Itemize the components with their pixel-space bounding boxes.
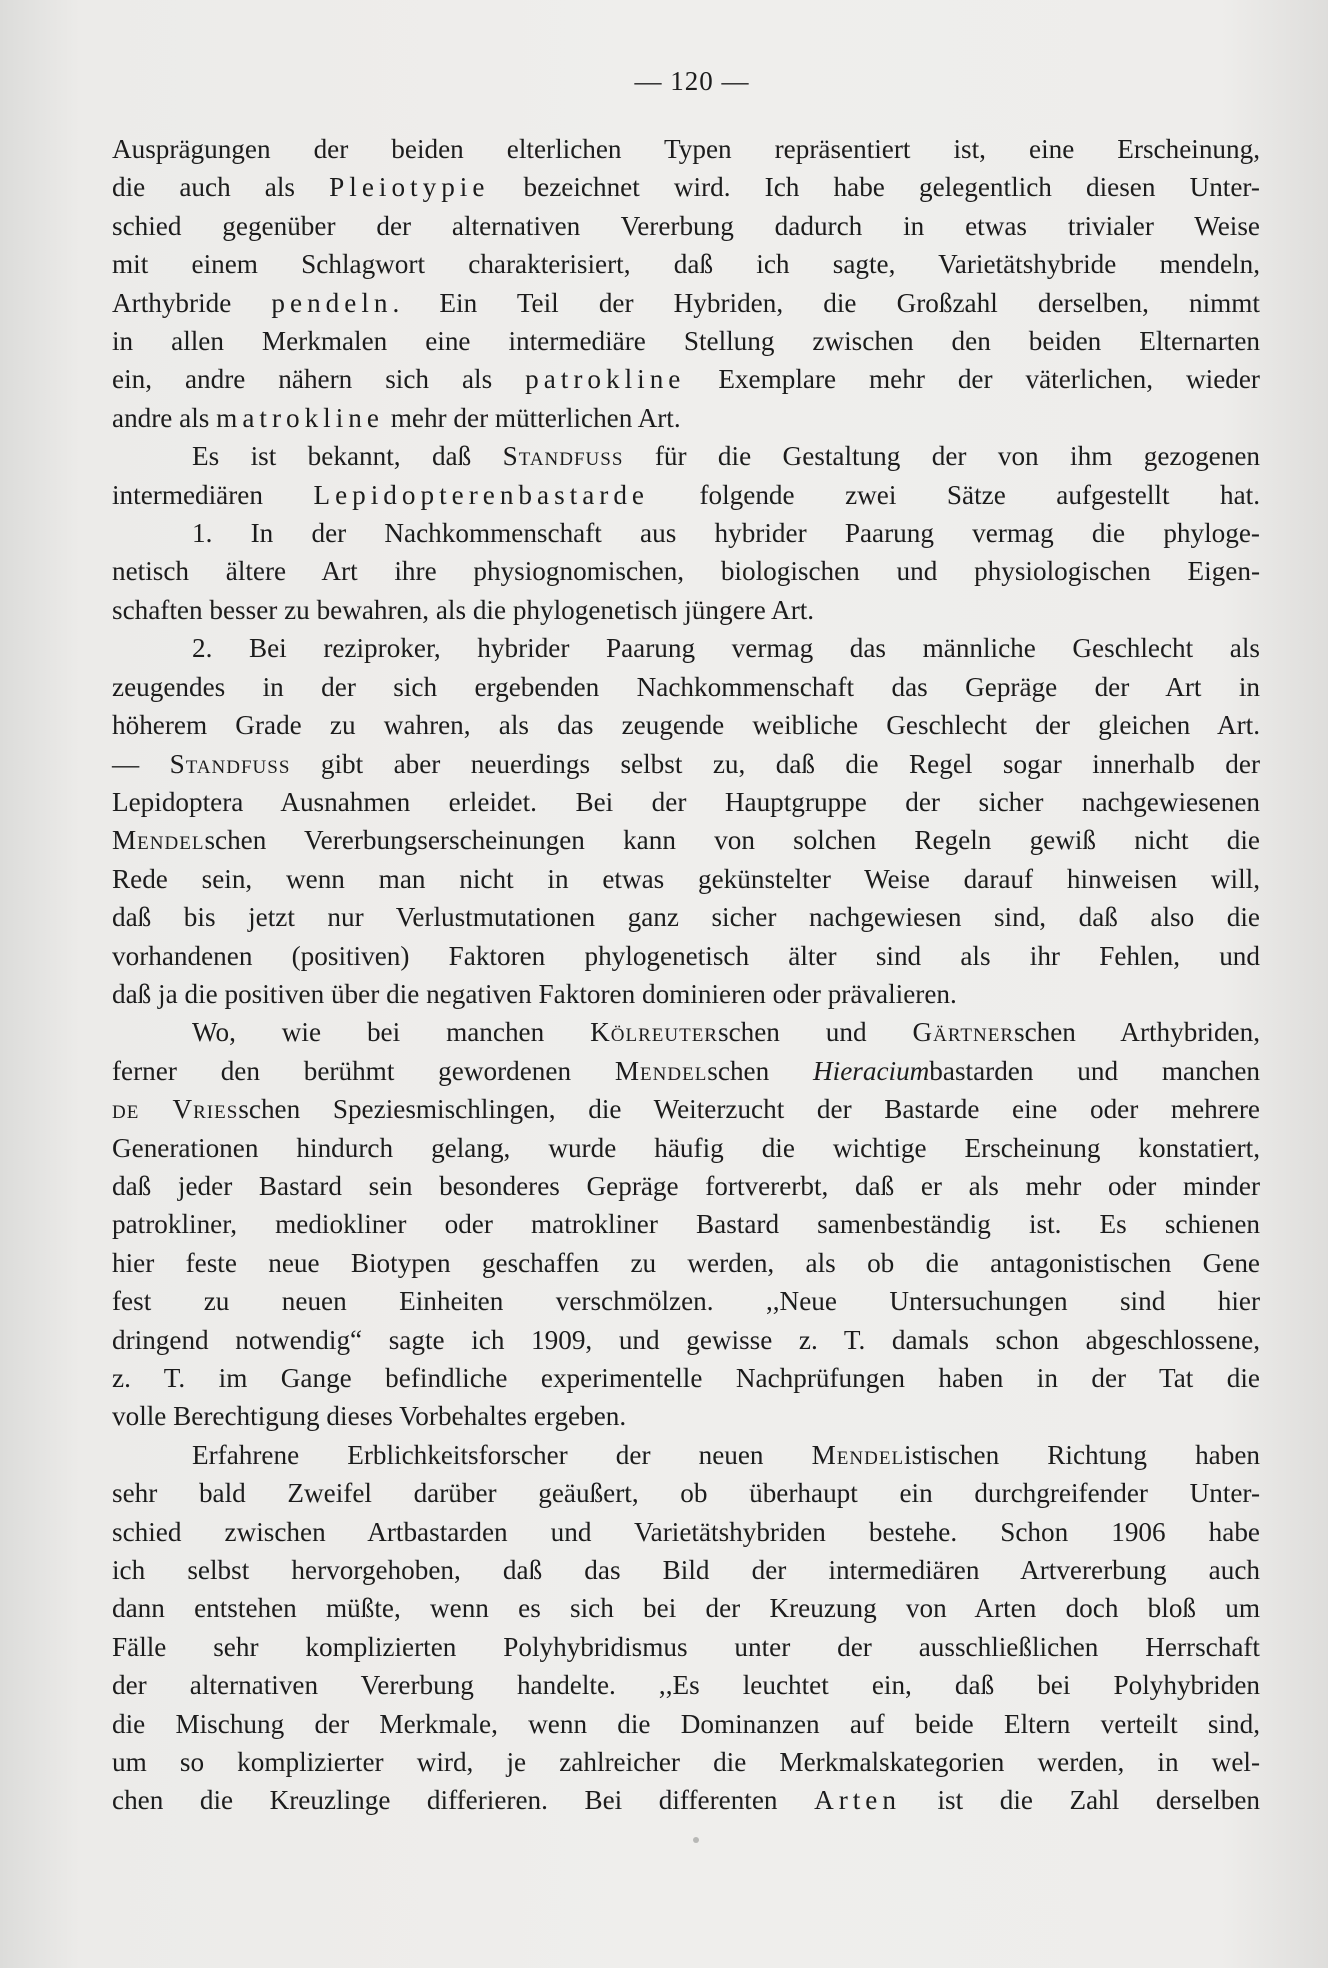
text-line: 1. In der Nachkommenschaft aus hybrider Paarung vermag die phyloge- — [192, 518, 1260, 549]
text-line: daß ja die positiven über die negativen Faktoren dominieren oder prävalieren. — [112, 978, 957, 1009]
spaced-term: patrokline — [525, 364, 686, 395]
text-line: sehr bald Zweifel darüber geäußert, ob überhaupt ein durchgreifender Unter- — [112, 1478, 1260, 1509]
text-line: Mendelschen Vererbungserscheinungen kann von solchen Regeln gewiß nicht die — [112, 825, 1260, 856]
text-line: netisch ältere Art ihre physiognomischen, biologischen und physiologischen Eigen- — [112, 556, 1260, 587]
text-line: ich selbst hervorgehoben, daß das Bild der intermediären Artvererbung auch — [112, 1555, 1260, 1586]
text-line: schied gegenüber der alternativen Vererbung dadurch in etwas trivialer Weise — [112, 210, 1260, 241]
text-line: 2. Bei reziproker, hybrider Paarung vermag das männliche Geschlecht als — [192, 633, 1260, 664]
text-line: dann entstehen müßte, wenn es sich bei der Kreuzung von Arten doch bloß um — [112, 1593, 1260, 1624]
text-line: Wo, wie bei manchen Kölreuterschen und Gärtnerschen Arthybriden, — [192, 1017, 1260, 1048]
text-line: ein, andre nähern sich als patrokline Exemplare mehr der väterlichen, wieder — [112, 364, 1260, 395]
text-line: — Standfuss gibt aber neuerdings selbst zu, daß die Regel sogar innerhalb der — [112, 748, 1261, 779]
text-line: Generationen hindurch gelang, wurde häufig die wichtige Erscheinung konstatiert, — [112, 1132, 1260, 1163]
text-line: Rede sein, wenn man nicht in etwas gekünstelter Weise darauf hinweisen will, — [112, 863, 1260, 894]
author-name: Standfuss — [502, 441, 624, 472]
text-line: hier feste neue Biotypen geschaffen zu werden, als ob die antagonistischen Gene — [112, 1247, 1260, 1278]
text-line: ferner den berühmt gewordenen Mendelschen Hieraciumbastarden und manchen — [112, 1055, 1260, 1086]
text-line: vorhandenen (positiven) Faktoren phylogenetisch älter sind als ihr Fehlen, und — [112, 940, 1260, 971]
author-name: Standfuss — [169, 748, 291, 779]
text-line: schied zwischen Artbastarden und Varietätshybriden bestehe. Schon 1906 habe — [112, 1516, 1260, 1547]
text-line: volle Berechtigung dieses Vorbehaltes ergeben. — [112, 1401, 627, 1432]
text-line: intermediären Lepidopterenbastarde folgende zwei Sätze aufgestellt hat. — [112, 479, 1261, 510]
spaced-term: Arten — [814, 1785, 901, 1816]
text-line: daß bis jetzt nur Verlustmutationen ganz sicher nachgewiesen sind, daß also die — [112, 902, 1260, 933]
text-line: dringend notwendig“ sagte ich 1909, und gewisse z. T. damals schon abgeschlossene, — [112, 1324, 1260, 1355]
author-name: Gärtner — [912, 1017, 1014, 1048]
text-line: die auch als Pleiotypie bezeichnet wird. Ich habe gelegentlich diesen Unter- — [112, 172, 1260, 203]
author-name: Mendel — [112, 825, 205, 856]
text-line: zeugendes in der sich ergebenden Nachkommenschaft das Gepräge der Art in — [112, 671, 1260, 702]
text-line: in allen Merkmalen eine intermediäre Stellung zwischen den beiden Elternarten — [112, 326, 1260, 357]
text-line: Fälle sehr komplizierten Polyhybridismus unter der ausschließlichen Herrschaft — [112, 1631, 1260, 1662]
page-number: — 120 — — [634, 66, 750, 96]
text-line: daß jeder Bastard sein besonderes Gepräge fortvererbt, daß er als mehr oder minder — [112, 1170, 1260, 1201]
spaced-term: matrokline — [216, 402, 384, 433]
text-line: fest zu neuen Einheiten verschmölzen. ,,Neue Untersuchungen sind hier — [112, 1286, 1260, 1317]
text-line: um so komplizierter wird, je zahlreicher die Merkmalskategorien werden, in wel- — [112, 1747, 1260, 1778]
author-name: de Vries — [112, 1094, 239, 1125]
text-line: schaften besser zu bewahren, als die phylogenetisch jüngere Art. — [112, 594, 815, 625]
text-line: Lepidoptera Ausnahmen erleidet. Bei der Hauptgruppe der sicher nachgewiesenen — [112, 786, 1260, 817]
text-line: die Mischung der Merkmale, wenn die Dominanzen auf beide Eltern verteilt sind, — [112, 1708, 1260, 1739]
text-line: z. T. im Gange befindliche experimentelle Nachprüfungen haben in der Tat die — [112, 1363, 1260, 1393]
author-name: Mendel — [811, 1439, 905, 1470]
text-line: patrokliner, mediokliner oder matrokliner Bastard samenbeständig ist. Es schienen — [112, 1209, 1260, 1240]
author-name: Mendel — [614, 1055, 708, 1086]
text-line: Es ist bekannt, daß Standfuss für die Gestaltung der von ihm gezogenen — [192, 441, 1260, 472]
text-line: mit einem Schlagwort charakterisiert, daß ich sagte, Varietätshybride mendeln, — [112, 249, 1260, 280]
spaced-term: pendeln — [271, 287, 393, 318]
text-line: höherem Grade zu wahren, als das zeugende weibliche Geschlecht der gleichen Art. — [112, 710, 1260, 741]
text-line: andre als matrokline mehr der mütterlichen Art. — [112, 402, 681, 433]
spaced-term: Lepidopterenbastarde — [313, 479, 649, 510]
text-line: Ausprägungen der beiden elterlichen Typen repräsentiert ist, eine Erscheinung, — [112, 134, 1260, 164]
author-name: Kölreuter — [590, 1017, 718, 1048]
text-line: Arthybride pendeln. Ein Teil der Hybriden, die Großzahl derselben, nimmt — [112, 287, 1260, 318]
genus-name: Hieracium — [813, 1055, 930, 1086]
text-line: de Vriesschen Speziesmischlingen, die Weiterzucht der Bastarde eine oder mehrere — [112, 1094, 1260, 1125]
paper-speck — [693, 1837, 699, 1843]
text-line: Erfahrene Erblichkeitsforscher der neuen Mendelistischen Richtung haben — [192, 1439, 1260, 1470]
body-text — [112, 130, 1260, 1820]
text-line: chen die Kreuzlinge differieren. Bei differenten Arten ist die Zahl derselben — [112, 1785, 1260, 1816]
text-line: der alternativen Vererbung handelte. ,,Es leuchtet ein, daß bei Polyhybriden — [112, 1670, 1260, 1701]
spaced-term: Pleiotypie — [329, 172, 490, 203]
